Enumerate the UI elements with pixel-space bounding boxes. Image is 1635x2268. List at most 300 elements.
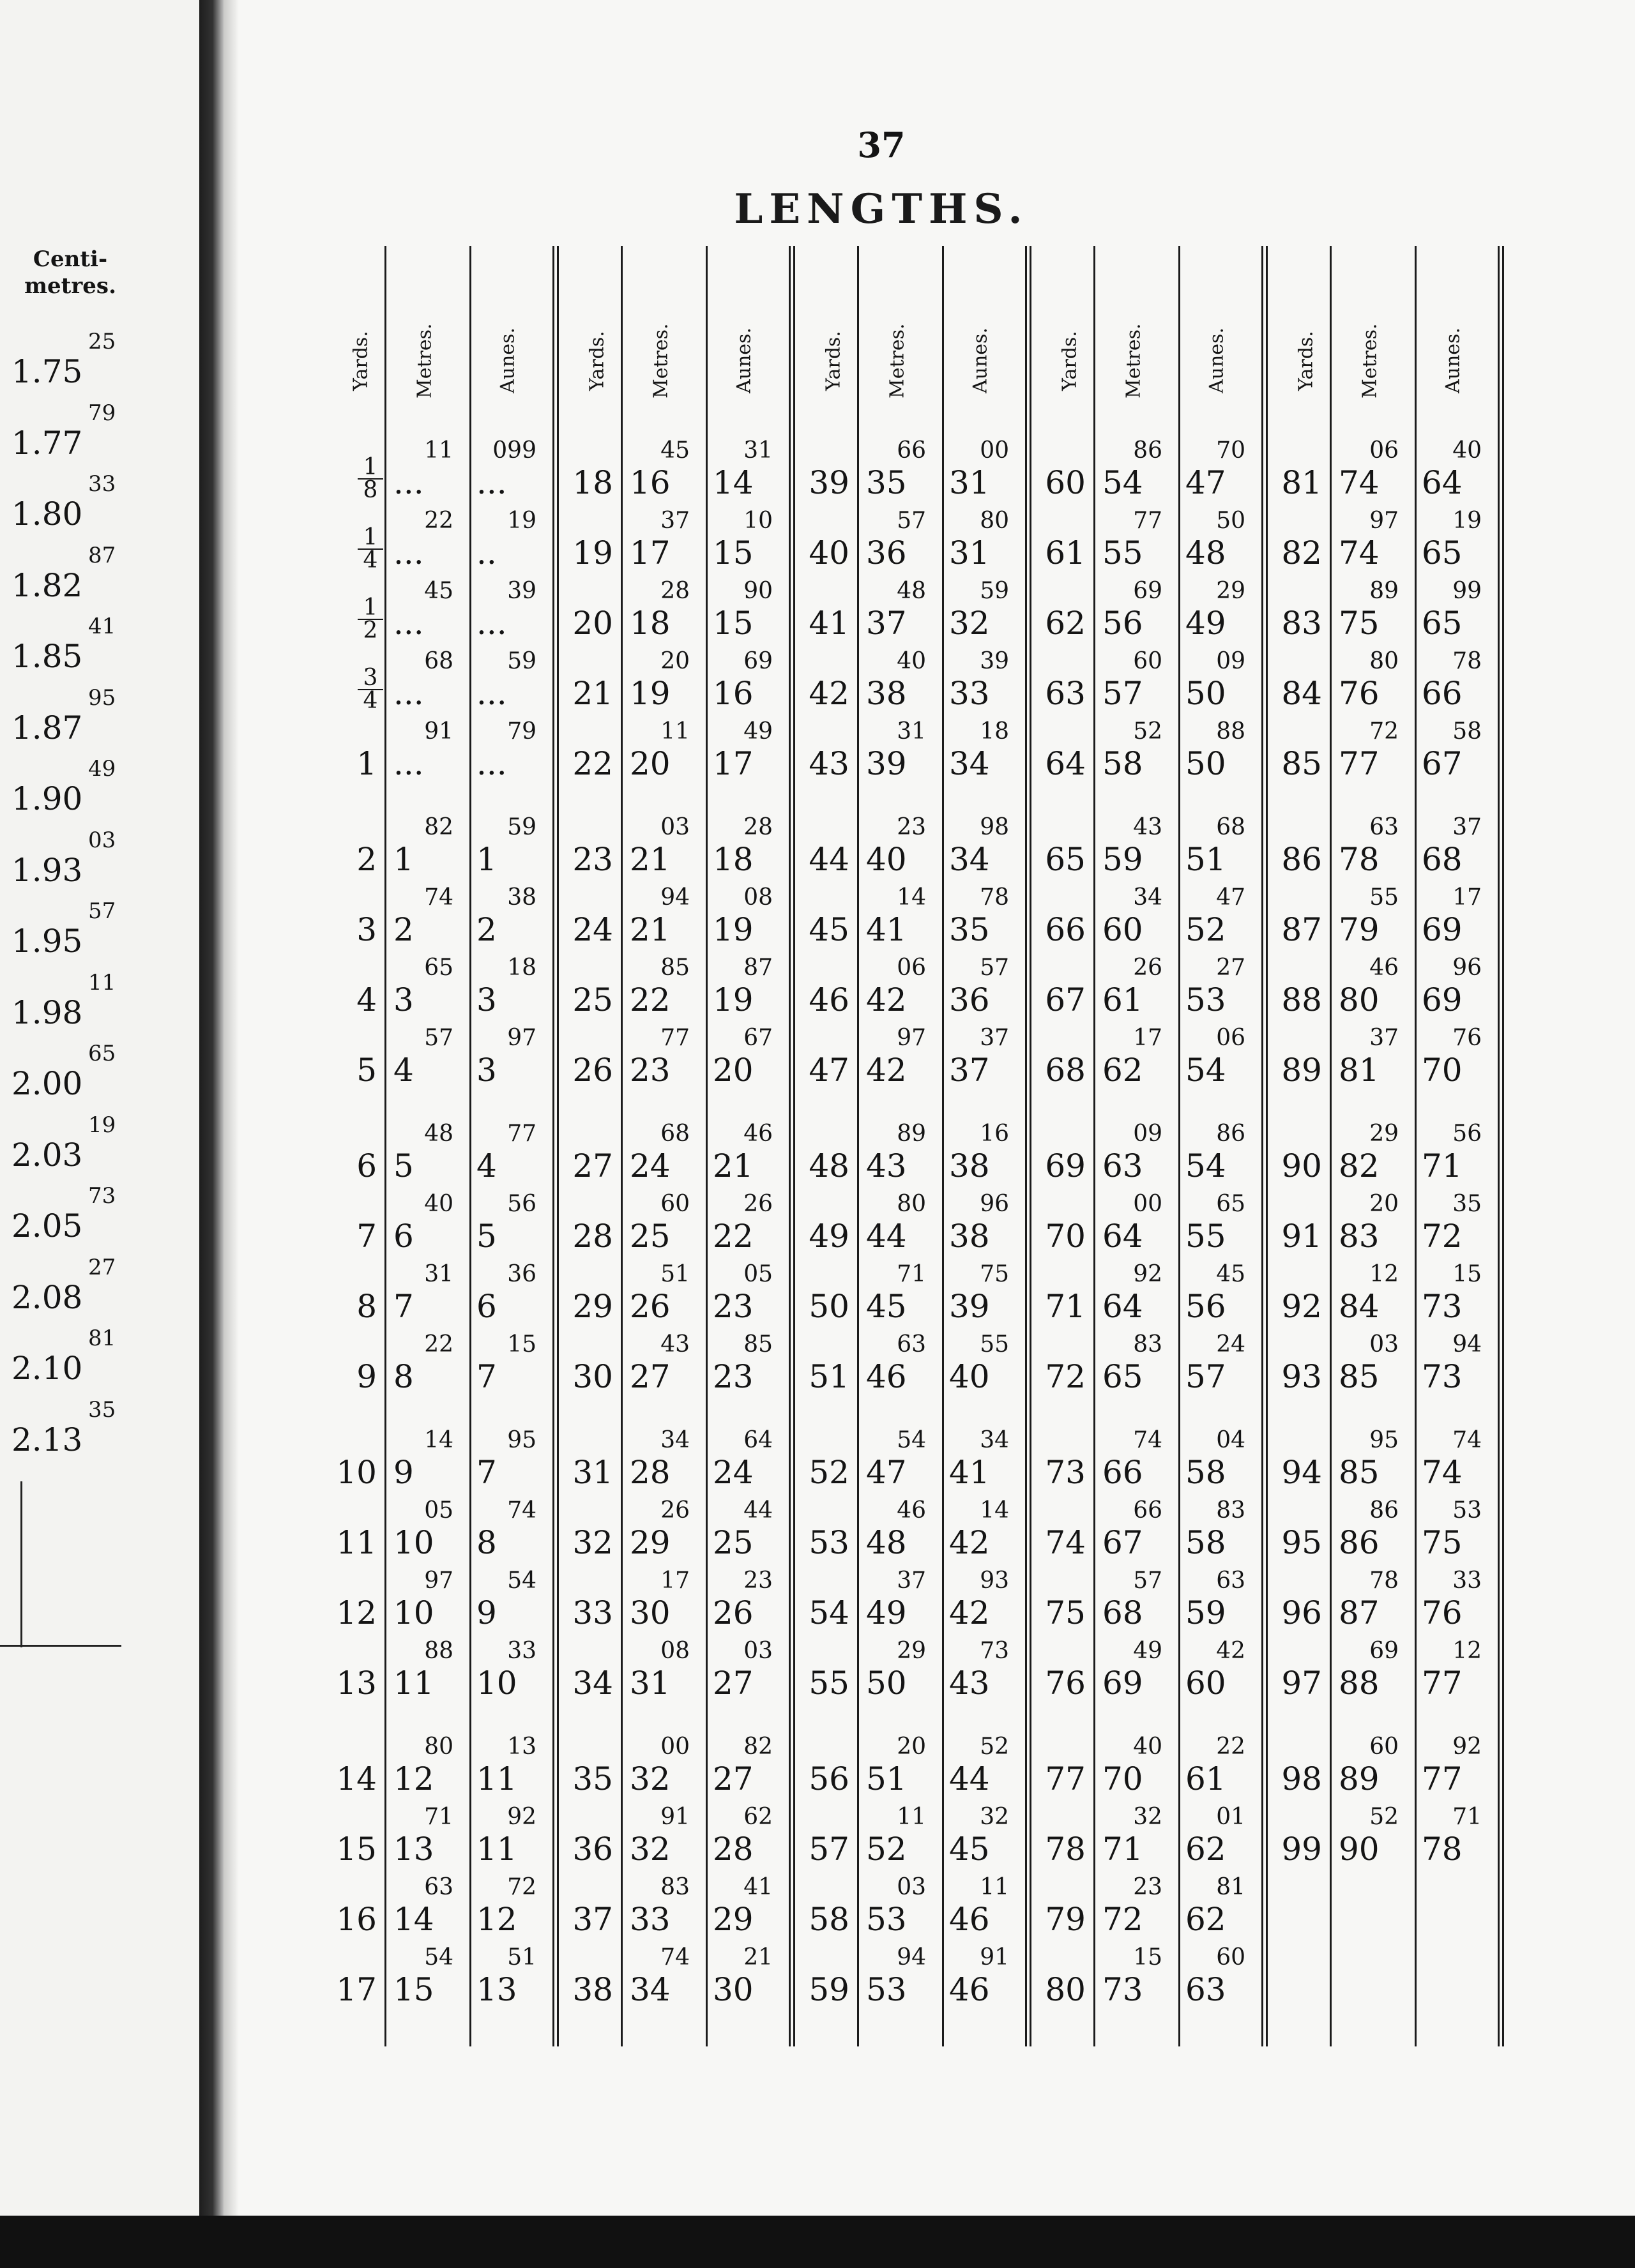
metres-fraction: 88 [424, 1638, 453, 1664]
aunes-whole: 58 [1185, 1524, 1226, 1561]
aunes-fraction: 56 [1452, 1121, 1482, 1147]
aunes-fraction: 52 [980, 1734, 1009, 1760]
metres-whole: 66 [1102, 1454, 1143, 1491]
aunes-whole: 62 [1185, 1831, 1226, 1868]
metres-whole: 87 [1339, 1594, 1380, 1631]
aunes-fraction: 85 [743, 1331, 773, 1357]
metres-cell [626, 814, 703, 884]
metres-cell [1335, 648, 1411, 718]
metres-fraction: 00 [1133, 1191, 1162, 1217]
aunes-whole: 69 [1422, 911, 1463, 948]
metres-whole: 42 [866, 981, 907, 1018]
yards-value: 43 [809, 745, 849, 782]
metres-cell [390, 1191, 466, 1261]
yards-value: 99 [1281, 1831, 1322, 1868]
aunes-fraction: 80 [980, 508, 1009, 534]
metres-whole: 20 [630, 745, 671, 782]
aunes-fraction: 65 [1216, 1191, 1245, 1217]
metres-cell [862, 1638, 939, 1708]
aunes-cell [473, 508, 549, 578]
aunes-cell [1182, 955, 1258, 1025]
metres-cell [626, 1734, 703, 1804]
aunes-whole: 7 [476, 1358, 497, 1395]
column-header-yards: Yards. [1295, 331, 1318, 391]
metres-cell [862, 1261, 939, 1331]
aunes-whole: 77 [1422, 1665, 1463, 1702]
metres-whole: 19 [630, 675, 671, 712]
aunes-cell [709, 718, 786, 789]
aunes-whole: 24 [713, 1454, 754, 1491]
aunes-cell [1418, 1638, 1494, 1708]
fraction-numerator: 1 [358, 457, 383, 480]
aunes-whole: 38 [949, 1147, 990, 1184]
yards-value: 76 [1045, 1665, 1086, 1702]
aunes-whole: 67 [1422, 745, 1463, 782]
metres-cell [1099, 1734, 1175, 1804]
book-spine [199, 0, 224, 2268]
yards-value: 48 [809, 1147, 849, 1184]
aunes-fraction: 90 [743, 578, 773, 604]
aunes-whole: 33 [949, 675, 990, 712]
yards-value: 18 [572, 464, 613, 501]
metres-fraction: 95 [1369, 1427, 1399, 1453]
metres-whole: 85 [1339, 1358, 1380, 1395]
aunes-whole: 19 [713, 981, 754, 1018]
metres-cell [862, 508, 939, 578]
aunes-fraction: 60 [1216, 1944, 1245, 1970]
aunes-whole: 6 [476, 1288, 497, 1325]
metres-cell [862, 578, 939, 648]
yards-value: 66 [1045, 911, 1086, 948]
aunes-cell [473, 884, 549, 955]
centimetre-fraction: 35 [88, 1396, 116, 1423]
centimetre-fraction: 19 [88, 1112, 116, 1138]
aunes-whole: 23 [713, 1358, 754, 1395]
aunes-cell [1182, 578, 1258, 648]
metres-fraction: 20 [660, 648, 690, 674]
yards-value: 5 [356, 1052, 377, 1089]
column-rule [1330, 246, 1332, 2046]
aunes-whole: ... [476, 675, 507, 712]
metres-cell [1335, 578, 1411, 648]
metres-fraction: 26 [660, 1497, 690, 1523]
yards-value: 11 [336, 1524, 377, 1561]
aunes-fraction: 63 [1216, 1568, 1245, 1594]
metres-fraction: 65 [424, 955, 453, 981]
metres-cell [390, 814, 466, 884]
yards-value: 75 [1045, 1594, 1086, 1631]
column-rule [857, 246, 859, 2046]
aunes-cell [945, 648, 1022, 718]
aunes-whole: 1 [476, 841, 497, 878]
yards-value: 74 [1045, 1524, 1086, 1561]
metres-fraction: 29 [1369, 1121, 1399, 1147]
yards-value: 44 [809, 841, 849, 878]
aunes-whole: 60 [1185, 1665, 1226, 1702]
yards-value: 1 [356, 745, 377, 782]
aunes-cell [473, 1191, 549, 1261]
aunes-whole: 56 [1185, 1288, 1226, 1325]
metres-whole: 5 [393, 1147, 414, 1184]
scan-border [0, 2216, 1635, 2268]
metres-whole: 40 [866, 841, 907, 878]
yards-value: 24 [572, 911, 613, 948]
yards-fraction [358, 667, 383, 712]
aunes-cell [945, 1944, 1022, 2015]
aunes-fraction: 099 [492, 437, 536, 464]
column-rule [1415, 246, 1417, 2046]
aunes-whole: 57 [1185, 1358, 1226, 1395]
metres-cell [390, 884, 466, 955]
column-rule [1178, 246, 1180, 2046]
aunes-cell [1182, 1568, 1258, 1638]
metres-fraction: 78 [1369, 1568, 1399, 1594]
aunes-whole: ... [476, 464, 507, 501]
metres-fraction: 34 [1133, 884, 1162, 911]
metres-fraction: 34 [660, 1427, 690, 1453]
fraction-denominator: 8 [363, 477, 378, 503]
metres-fraction: 89 [1369, 578, 1399, 604]
aunes-fraction: 04 [1216, 1427, 1245, 1453]
aunes-fraction: 59 [507, 814, 536, 840]
metres-cell [1335, 1025, 1411, 1095]
aunes-fraction: 19 [507, 508, 536, 534]
metres-fraction: 57 [1133, 1568, 1162, 1594]
aunes-cell [709, 437, 786, 508]
aunes-whole: 7 [476, 1454, 497, 1491]
aunes-cell [1418, 1121, 1494, 1191]
aunes-fraction: 26 [743, 1191, 773, 1217]
aunes-fraction: 44 [743, 1497, 773, 1523]
aunes-fraction: 16 [980, 1121, 1009, 1147]
metres-cell [1335, 1191, 1411, 1261]
aunes-fraction: 18 [980, 718, 1009, 745]
aunes-fraction: 33 [507, 1638, 536, 1664]
metres-cell [390, 1121, 466, 1191]
metres-fraction: 86 [1133, 437, 1162, 464]
aunes-whole: 25 [713, 1524, 754, 1561]
yards-value: 28 [572, 1218, 613, 1255]
yards-value: 3 [356, 911, 377, 948]
metres-whole: 21 [630, 911, 671, 948]
aunes-whole: 21 [713, 1147, 754, 1184]
aunes-whole: 68 [1422, 841, 1463, 878]
yards-value: 82 [1281, 534, 1322, 571]
aunes-fraction: 40 [1452, 437, 1482, 464]
aunes-cell [1182, 1804, 1258, 1874]
metres-whole: 33 [630, 1901, 671, 1938]
aunes-cell [1182, 1121, 1258, 1191]
metres-fraction: 63 [897, 1331, 926, 1357]
metres-cell [626, 1261, 703, 1331]
aunes-whole: 66 [1422, 675, 1463, 712]
metres-whole: 35 [866, 464, 907, 501]
metres-cell [626, 1874, 703, 1944]
aunes-fraction: 47 [1216, 884, 1245, 911]
aunes-whole: 34 [949, 745, 990, 782]
metres-whole: 76 [1339, 675, 1380, 712]
aunes-fraction: 09 [1216, 648, 1245, 674]
fraction-denominator: 4 [363, 547, 378, 573]
metres-cell [1099, 508, 1175, 578]
metres-fraction: 09 [1133, 1121, 1162, 1147]
metres-cell [1099, 1804, 1175, 1874]
centimetre-entry [11, 1326, 139, 1396]
yards-value: 88 [1281, 981, 1322, 1018]
metres-whole: 45 [866, 1288, 907, 1325]
yards-value: 2 [356, 841, 377, 878]
aunes-fraction: 69 [743, 648, 773, 674]
yards-value: 30 [572, 1358, 613, 1395]
metres-fraction: 72 [1369, 718, 1399, 745]
aunes-fraction: 74 [1452, 1427, 1482, 1453]
metres-cell [1099, 1638, 1175, 1708]
centimetre-value: 2.00 [11, 1065, 83, 1102]
column-rule [942, 246, 944, 2046]
metres-fraction: 26 [1133, 955, 1162, 981]
centimetre-entry [11, 471, 139, 541]
metres-cell [1099, 814, 1175, 884]
metres-cell [1099, 1191, 1175, 1261]
aunes-cell [1418, 1734, 1494, 1804]
metres-whole: 47 [866, 1454, 907, 1491]
yards-value: 86 [1281, 841, 1322, 878]
aunes-fraction: 96 [1452, 955, 1482, 981]
metres-whole: 1 [393, 841, 414, 878]
yards-value [313, 594, 378, 644]
metres-fraction: 14 [897, 884, 926, 911]
metres-whole: 10 [393, 1594, 434, 1631]
metres-fraction: 11 [424, 437, 453, 464]
metres-cell [1335, 437, 1411, 508]
yards-value: 34 [572, 1665, 613, 1702]
metres-fraction: 69 [1133, 578, 1162, 604]
yards-value: 83 [1281, 605, 1322, 642]
metres-fraction: 77 [660, 1025, 690, 1051]
aunes-whole: 76 [1422, 1594, 1463, 1631]
column-rule [469, 246, 471, 2046]
metres-fraction: 86 [1369, 1497, 1399, 1523]
metres-whole: 32 [630, 1760, 671, 1797]
aunes-fraction: 06 [1216, 1025, 1245, 1051]
metres-cell [1335, 884, 1411, 955]
metres-fraction: 54 [424, 1944, 453, 1970]
aunes-cell [1418, 648, 1494, 718]
aunes-cell [1182, 884, 1258, 955]
aunes-whole: 54 [1185, 1052, 1226, 1089]
aunes-whole: 15 [713, 534, 754, 571]
metres-whole: 57 [1102, 675, 1143, 712]
metres-fraction: 11 [897, 1804, 926, 1830]
metres-fraction: 74 [660, 1944, 690, 1970]
yards-value: 19 [572, 534, 613, 571]
yards-value: 70 [1045, 1218, 1086, 1255]
centimetre-value: 1.77 [11, 424, 83, 462]
metres-cell [626, 1191, 703, 1261]
yards-value: 62 [1045, 605, 1086, 642]
metres-fraction: 63 [424, 1874, 453, 1900]
aunes-fraction: 42 [1216, 1638, 1245, 1664]
metres-cell [390, 1427, 466, 1497]
metres-fraction: 14 [424, 1427, 453, 1453]
metres-fraction: 40 [897, 648, 926, 674]
aunes-fraction: 05 [743, 1261, 773, 1287]
aunes-cell [945, 1331, 1022, 1402]
aunes-cell [1418, 1497, 1494, 1568]
aunes-cell [709, 508, 786, 578]
metres-whole: 62 [1102, 1052, 1143, 1089]
metres-fraction: 68 [660, 1121, 690, 1147]
aunes-fraction: 21 [743, 1944, 773, 1970]
metres-whole: 22 [630, 981, 671, 1018]
metres-cell [1099, 884, 1175, 955]
metres-fraction: 45 [424, 578, 453, 604]
aunes-fraction: 01 [1216, 1804, 1245, 1830]
metres-fraction: 92 [1133, 1261, 1162, 1287]
metres-cell [390, 1734, 466, 1804]
yards-value: 14 [336, 1760, 377, 1797]
yards-value: 13 [336, 1665, 377, 1702]
metres-whole: 24 [630, 1147, 671, 1184]
metres-cell [390, 437, 466, 508]
aunes-cell [945, 437, 1022, 508]
aunes-fraction: 10 [743, 508, 773, 534]
centimetre-fraction: 49 [88, 756, 116, 782]
yards-value: 31 [572, 1454, 613, 1491]
metres-whole: 17 [630, 534, 671, 571]
metres-fraction: 63 [1369, 814, 1399, 840]
metres-fraction: 54 [897, 1427, 926, 1453]
aunes-whole: 65 [1422, 534, 1463, 571]
metres-fraction: 20 [1369, 1191, 1399, 1217]
aunes-fraction: 55 [980, 1331, 1009, 1357]
metres-cell [1335, 508, 1411, 578]
yards-value: 73 [1045, 1454, 1086, 1491]
centimetre-fraction: 41 [88, 614, 116, 639]
metres-whole: 51 [866, 1760, 907, 1797]
metres-whole: 46 [866, 1358, 907, 1395]
metres-fraction: 94 [660, 884, 690, 911]
yards-value: 9 [356, 1358, 377, 1395]
aunes-whole: 16 [713, 675, 754, 712]
yards-value: 27 [572, 1147, 613, 1184]
aunes-whole: 34 [949, 841, 990, 878]
yards-value: 71 [1045, 1288, 1086, 1325]
metres-whole: 64 [1102, 1218, 1143, 1255]
metres-fraction: 48 [424, 1121, 453, 1147]
aunes-whole: ... [476, 745, 507, 782]
aunes-whole: 36 [949, 981, 990, 1018]
metres-cell [1335, 1734, 1411, 1804]
aunes-cell [945, 1427, 1022, 1497]
metres-cell [862, 437, 939, 508]
metres-cell [1099, 1497, 1175, 1568]
metres-fraction: 57 [424, 1025, 453, 1051]
aunes-fraction: 39 [507, 578, 536, 604]
metres-whole: 68 [1102, 1594, 1143, 1631]
metres-cell [626, 1025, 703, 1095]
aunes-fraction: 71 [1452, 1804, 1482, 1830]
metres-cell [1099, 1874, 1175, 1944]
aunes-cell [473, 437, 549, 508]
yards-value [313, 667, 377, 712]
yards-value: 52 [809, 1454, 849, 1491]
aunes-whole: 49 [1185, 605, 1226, 642]
fraction-numerator: 1 [358, 527, 383, 550]
centimetre-value: 2.03 [11, 1136, 83, 1174]
vertical-rule [20, 1481, 22, 1647]
aunes-cell [945, 1874, 1022, 1944]
yards-value: 50 [809, 1288, 849, 1325]
metres-whole: 41 [866, 911, 907, 948]
metres-fraction: 00 [660, 1734, 690, 1760]
metres-whole: 42 [866, 1052, 907, 1089]
aunes-fraction: 86 [1216, 1121, 1245, 1147]
metres-fraction: 52 [1133, 718, 1162, 745]
aunes-cell [1418, 437, 1494, 508]
yards-value: 42 [809, 675, 849, 712]
metres-cell [1335, 1568, 1411, 1638]
aunes-whole: 48 [1185, 534, 1226, 571]
aunes-cell [709, 1568, 786, 1638]
aunes-cell [1182, 718, 1258, 789]
centimetre-fraction: 81 [88, 1326, 116, 1351]
aunes-fraction: 70 [1216, 437, 1245, 464]
centimetre-entry [11, 543, 139, 613]
metres-cell [862, 955, 939, 1025]
metres-fraction: 83 [660, 1874, 690, 1900]
aunes-whole: 5 [476, 1218, 497, 1255]
metres-whole: ... [393, 745, 424, 782]
metres-fraction: 22 [424, 508, 453, 534]
aunes-cell [709, 1025, 786, 1095]
metres-cell [390, 1261, 466, 1331]
aunes-whole: 38 [949, 1218, 990, 1255]
aunes-whole: 47 [1185, 464, 1226, 501]
aunes-fraction: 57 [980, 955, 1009, 981]
centimetres-header: Centi- metres. [24, 246, 116, 299]
aunes-whole: 28 [713, 1831, 754, 1868]
centimetre-entry [11, 685, 139, 755]
column-rule [1093, 246, 1095, 2046]
yards-value: 29 [572, 1288, 613, 1325]
aunes-fraction: 00 [980, 437, 1009, 464]
metres-whole: 52 [866, 1831, 907, 1868]
metres-cell [626, 648, 703, 718]
metres-fraction: 22 [424, 1331, 453, 1357]
aunes-whole: 20 [713, 1052, 754, 1089]
metres-cell [862, 1568, 939, 1638]
metres-fraction: 51 [660, 1261, 690, 1287]
metres-whole: 15 [393, 1971, 434, 2008]
aunes-whole: 35 [949, 911, 990, 948]
aunes-cell [1418, 1427, 1494, 1497]
yards-value: 47 [809, 1052, 849, 1089]
aunes-cell [709, 1331, 786, 1402]
horizontal-rule [0, 1645, 121, 1647]
yards-value: 81 [1281, 464, 1322, 501]
centimetre-entry [11, 898, 139, 969]
metres-whole: 53 [866, 1971, 907, 2008]
centimetre-entry [11, 1397, 139, 1467]
aunes-cell [473, 814, 549, 884]
metres-whole: 27 [630, 1358, 671, 1395]
metres-whole: 25 [630, 1218, 671, 1255]
centimetre-entry [11, 756, 139, 826]
metres-whole: 55 [1102, 534, 1143, 571]
yards-value [313, 454, 378, 503]
yards-value: 77 [1045, 1760, 1086, 1797]
